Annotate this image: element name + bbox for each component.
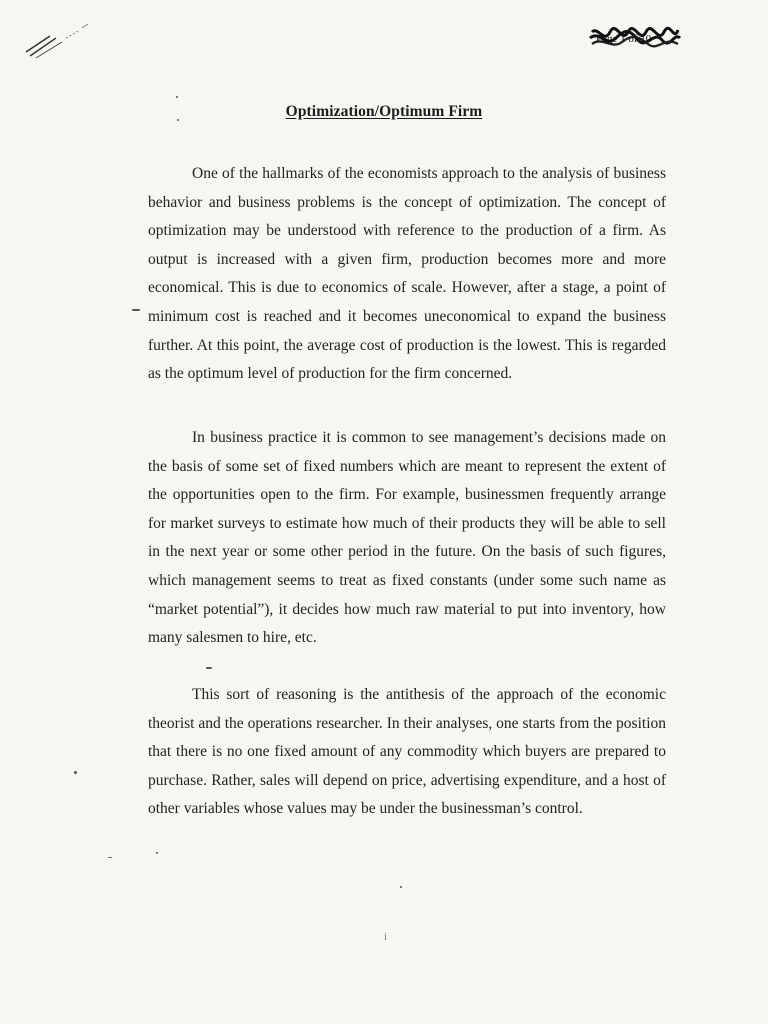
page-title: Optimization/Optimum Firm — [285, 103, 483, 120]
scan-speck — [400, 886, 402, 888]
scan-speck — [156, 852, 158, 854]
paragraph-3: This sort of reasoning is the antithesis of the approach of the economic theorist and the operations researcher. In their analyses, one starts from the position that there is no one fixed amount of any commodity which buyers are prepared to purchase. Rather, sales will depend on price, advertising expenditure, and a host of other variables whose values may be under the businessman’s control. — [148, 686, 666, 818]
pen-stroke-mark — [22, 22, 92, 62]
scan-speck — [74, 771, 77, 774]
scan-speck — [206, 667, 212, 669]
scan-speck — [177, 119, 179, 121]
scan-speck — [108, 857, 112, 858]
scan-speck — [176, 96, 178, 98]
scan-speck — [132, 309, 140, 311]
redacted-stamp — [588, 24, 682, 50]
svg-text:Page 1 of 10: Page 1 of 10 — [596, 33, 652, 45]
paragraph-1: One of the hallmarks of the economists approach to the analysis of business behavior and business problems is the concept of optimization. The concept of optimization may be understood with reference to the production of a firm. As output is increased with a given firm, production becomes more and more economical. This is due to economics of scale. However, after a stage, a point of minimum cost is reached and it becomes uneconomical to expand the business further. At this point, the average cost of production is the lowest. This is regarded as the optimum level of production for the firm concerned. — [148, 165, 666, 383]
paragraph-2: In business practice it is common to see management’s decisions made on the basis of some set of fixed numbers which are meant to represent the extent of the opportunities open to the firm. For example, businessmen frequently arrange for market surveys to estimate how much of their products they will be able to sell in the next year or some other period in the future. On the basis of such figures, which management seems to treat as fixed constants (under some such name as “market potential”), it decides how much raw material to put into inventory, how many salesmen to hire, etc. — [148, 429, 666, 647]
page-number: i — [384, 932, 387, 943]
